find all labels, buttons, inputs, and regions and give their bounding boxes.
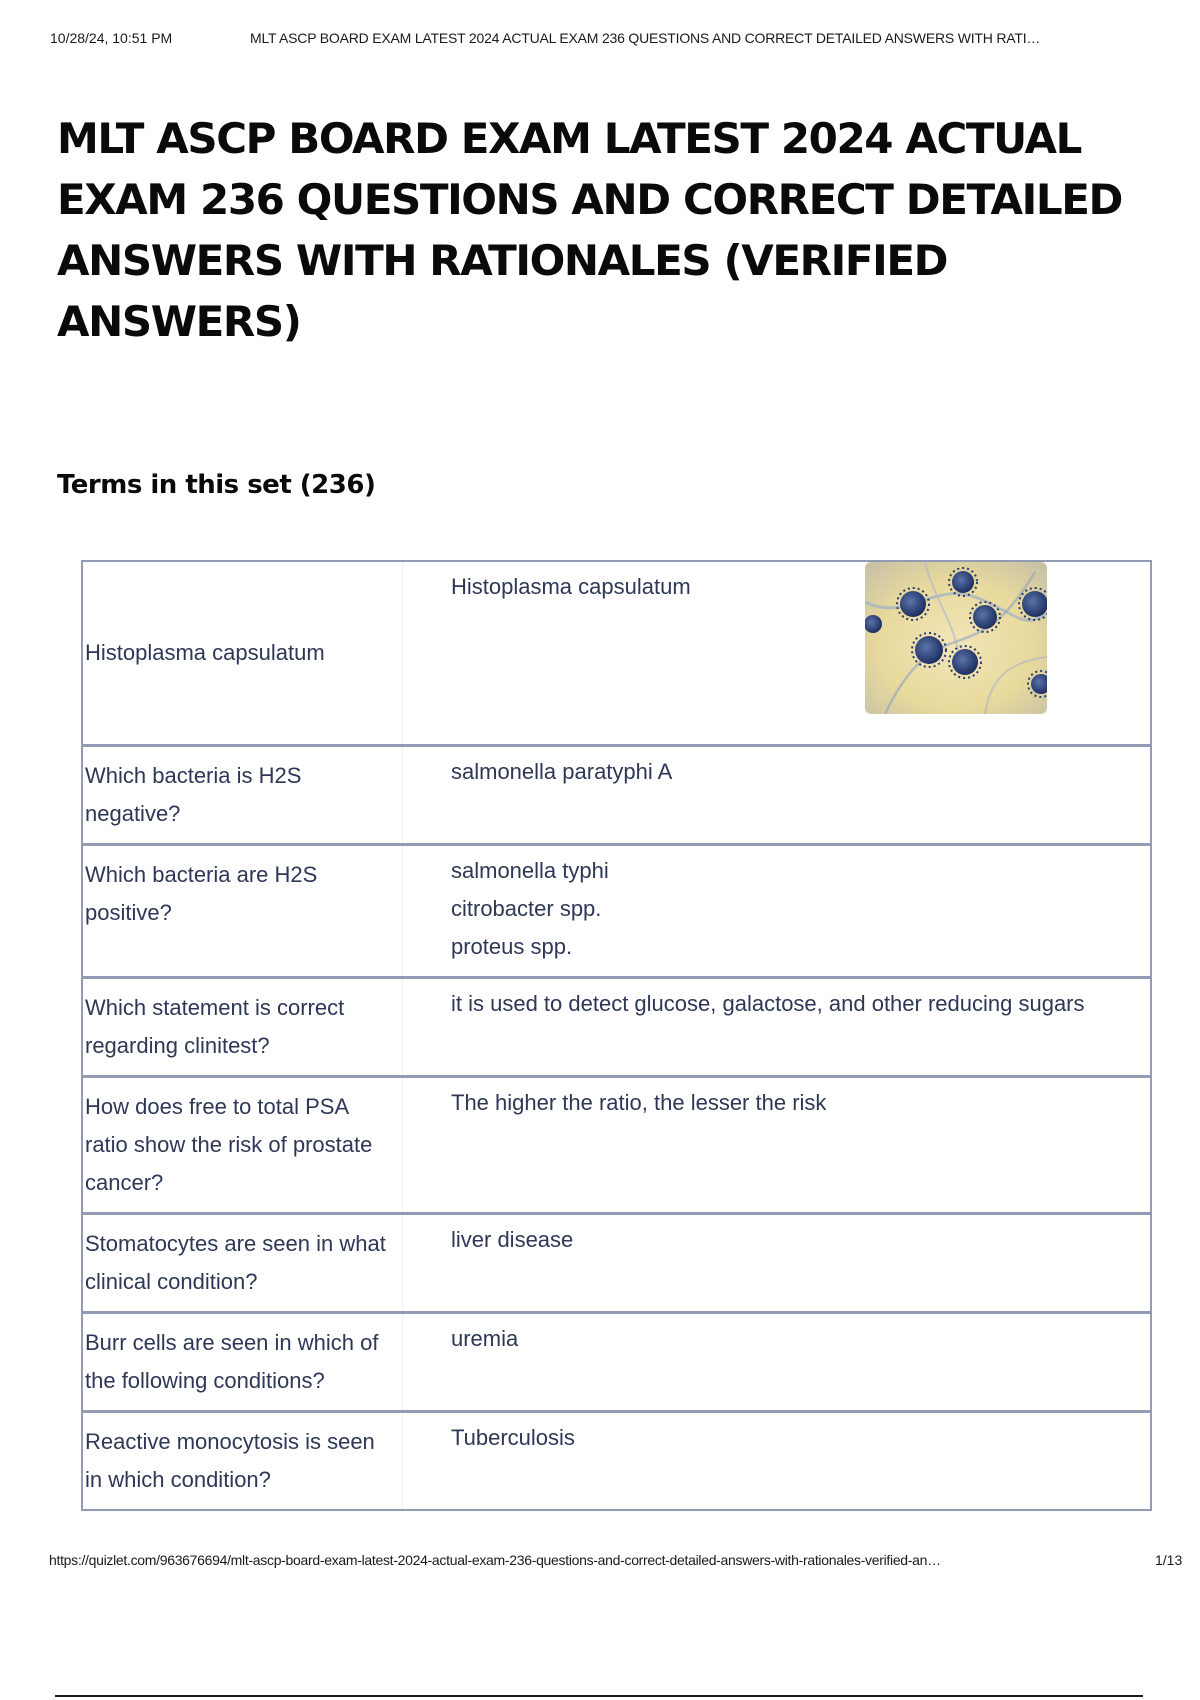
term-row <box>83 846 1150 979</box>
term-text: Which statement is correct regarding clinitest? <box>83 979 403 1075</box>
term-text: Burr cells are seen in which of the following conditions? <box>83 1314 403 1410</box>
definition-text: salmonella typhi <box>451 858 609 883</box>
page-number: 1/13 <box>1155 1552 1183 1568</box>
print-datetime: 10/28/24, 10:51 PM <box>50 30 173 46</box>
term-text: Which bacteria are H2S positive? <box>83 846 403 976</box>
term-text: Which bacteria is H2S negative? <box>83 747 403 843</box>
term-row <box>83 1314 1150 1413</box>
definition-cell <box>403 846 1150 976</box>
definition-text: Histoplasma capsulatum <box>451 574 691 599</box>
definition-text: proteus spp. <box>451 934 573 959</box>
terms-table <box>81 560 1152 1511</box>
definition-text: salmonella paratyphi A <box>451 759 673 784</box>
term-row <box>83 979 1150 1078</box>
definition-cell <box>403 979 1150 1075</box>
definition-cell <box>403 1314 1150 1410</box>
term-row <box>83 1413 1150 1511</box>
page-title: MLT ASCP BOARD EXAM LATEST 2024 ACTUAL EXAM 236 QUESTIONS AND CORRECT DETAILED ANSWERS WITH RATIONALES (VERIFIED ANSWERS) <box>57 114 1122 346</box>
definition-cell <box>403 1078 1150 1212</box>
term-row <box>83 747 1150 846</box>
print-doc-title: MLT ASCP BOARD EXAM LATEST 2024 ACTUAL EXAM 236 QUESTIONS AND CORRECT DETAILED ANSWERS WITH RATI… <box>250 30 1041 46</box>
definition-text: liver disease <box>451 1227 574 1252</box>
term-text: Reactive monocytosis is seen in which condition? <box>83 1413 403 1509</box>
definition-cell <box>403 1413 1150 1509</box>
definition-text: Tuberculosis <box>451 1425 575 1450</box>
term-row <box>83 562 1150 747</box>
print-footer <box>49 1552 1190 1572</box>
term-text: How does free to total PSA ratio show the risk of prostate cancer? <box>83 1078 403 1212</box>
definition-cell <box>403 562 1150 744</box>
definition-cell <box>403 747 1150 843</box>
term-text: Stomatocytes are seen in what clinical condition? <box>83 1215 403 1311</box>
terms-heading: Terms in this set (236) <box>57 470 376 500</box>
definition-cell <box>403 1215 1150 1311</box>
divider <box>55 1695 1143 1697</box>
definition-text: uremia <box>451 1326 519 1351</box>
term-row <box>83 1215 1150 1314</box>
print-url[interactable]: https://quizlet.com/963676694/mlt-ascp-board-exam-latest-2024-actual-exam-236-questions-and-correct-detailed-answers-with-rationales-verified-an… <box>49 1552 941 1568</box>
definition-text: it is used to detect glucose, galactose, and other reducing sugars <box>451 991 1085 1016</box>
definition-text: The higher the ratio, the lesser the risk <box>451 1090 827 1115</box>
term-text: Histoplasma capsulatum <box>83 562 403 744</box>
histoplasma-micrograph-image[interactable] <box>865 562 1047 714</box>
term-row <box>83 1078 1150 1215</box>
print-header <box>50 30 1180 50</box>
definition-text: citrobacter spp. <box>451 896 602 921</box>
